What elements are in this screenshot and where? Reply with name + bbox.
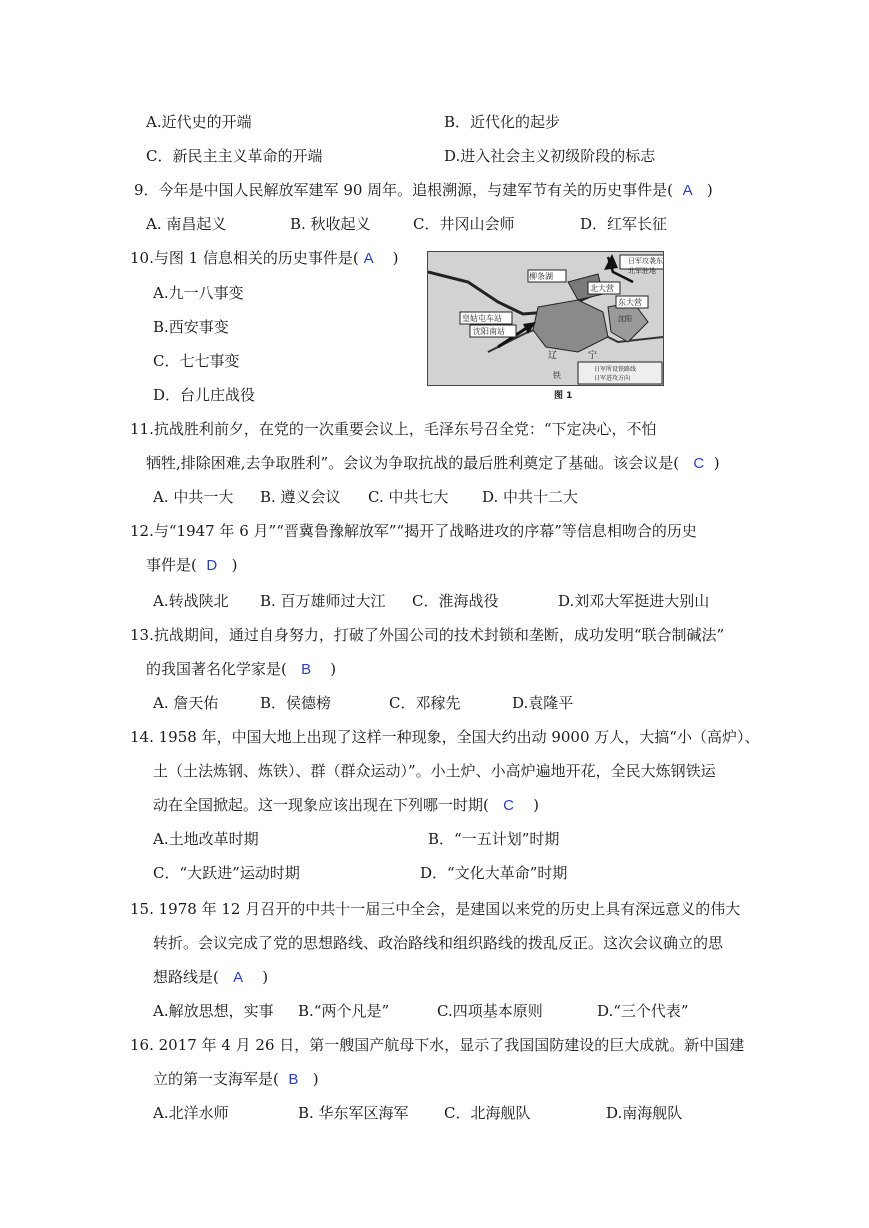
map-legend-item: 日军进攻方向 (594, 375, 631, 382)
option-c: C. 中共七大 (368, 488, 449, 506)
option-d: D.进入社会主义初级阶段的标志 (444, 147, 656, 165)
answer-15: A (233, 969, 244, 986)
option-d: D．红军长征 (580, 215, 668, 233)
option-a: A.九一八事变 (153, 284, 244, 302)
option-c: C．“大跃进”运动时期 (153, 864, 300, 882)
question-11-stem-cont: 牺牲,排除困难,去争取胜利”。会议为争取抗战的最后胜利奠定了基础。该会议是( C ) (146, 454, 720, 472)
map-label: 东大营 (618, 298, 642, 307)
question-15-stem-cont: 转折。会议完成了党的思想路线、政治路线和组织路线的拨乱反正。这次会议确立的思 (153, 934, 724, 952)
answer-14: C (503, 797, 515, 814)
map-label: 铁 (553, 371, 561, 380)
option-c: C．七七事变 (153, 352, 240, 370)
answer-13: B (301, 661, 312, 678)
option-a: A.解放思想，实事 (153, 1002, 274, 1020)
option-d: D.刘邓大军挺进大别山 (558, 592, 710, 610)
map-legend-title: 日军攻袭东北军驻地 (628, 257, 663, 275)
map-label: 沈阳南站 (473, 327, 505, 336)
option-a: A. 南昌起义 (146, 215, 227, 233)
option-b: B.“两个凡是” (298, 1002, 390, 1020)
question-9-stem: 9．今年是中国人民解放军建军 90 周年。追根溯源，与建军节有关的历史事件是( A ) (134, 181, 713, 199)
option-b: B. 秋收起义 (290, 215, 371, 233)
option-a: A. 中共一大 (153, 488, 234, 506)
option-b: B．“一五计划”时期 (428, 830, 560, 848)
option-a: A.转战陕北 (153, 592, 229, 610)
option-c: C.四项基本原则 (437, 1002, 543, 1020)
option-b: B. 遵义会议 (260, 488, 341, 506)
map-label: 宁 (588, 351, 598, 361)
option-a: A.北洋水师 (153, 1104, 229, 1122)
option-b: B. 百万雄师过大江 (260, 592, 386, 610)
option-d: D.南海舰队 (606, 1104, 683, 1122)
option-d: D．“文化大革命”时期 (420, 864, 568, 882)
option-b: B. 华东军区海军 (298, 1104, 409, 1122)
figure-caption: 图 1 (554, 391, 573, 401)
answer-16: B (288, 1071, 299, 1088)
question-14-stem-cont: 土（土法炼钢、炼铁）、群（群众运动）”。小土炉、小高炉遍地开花，全民大炼钢铁运 (153, 762, 716, 780)
question-13-stem-cont: 的我国著名化学家是( B ) (146, 660, 337, 678)
map-label: 柳条湖 (529, 272, 553, 281)
map-label: 沈阳 (618, 315, 632, 323)
option-d: D．台儿庄战役 (153, 386, 256, 404)
option-c: C．新民主主义革命的开端 (146, 147, 323, 165)
question-16-stem-cont: 立的第一支海军是( B ) (153, 1070, 319, 1088)
option-d: D.“三个代表” (597, 1002, 689, 1020)
option-c: C．邓稼先 (389, 694, 461, 712)
option-c: C．井冈山会师 (413, 215, 515, 233)
option-c: C．北海舰队 (444, 1104, 531, 1122)
option-c: C．淮海战役 (412, 592, 499, 610)
map-label: 皇姑屯车站 (462, 314, 502, 323)
answer-11: C (693, 455, 705, 472)
answer-9: A (682, 182, 693, 199)
option-b: B．近代化的起步 (444, 113, 561, 131)
question-10-stem: 10.与图 1 信息相关的历史事件是( A ) (130, 249, 399, 267)
option-d: D. 中共十二大 (482, 488, 579, 506)
question-16-stem: 16. 2017 年 4 月 26 日，第一艘国产航母下水，显示了我国国防建设的巨大成就。新中国建 (130, 1036, 745, 1054)
option-d: D.袁隆平 (512, 694, 574, 712)
question-12-stem-cont: 事件是( D ) (146, 556, 238, 574)
option-a: A.近代史的开端 (146, 113, 252, 131)
option-b: B．侯德榜 (260, 694, 332, 712)
figure-1-map (427, 251, 664, 386)
question-14-stem-cont: 动在全国掀起。这一现象应该出现在下列哪一时期( C ) (153, 796, 539, 814)
question-11-stem: 11.抗战胜利前夕，在党的一次重要会议上，毛泽东号召全党：“下定决心，不怕 (130, 420, 657, 438)
question-15-stem-cont: 想路线是( A ) (153, 968, 269, 986)
question-12-stem: 12.与“1947 年 6 月”“晋冀鲁豫解放军”“揭开了战略进攻的序幕”等信息相吻合的历史 (130, 522, 697, 540)
map-legend-item: 日军所设铁路线 (594, 366, 637, 373)
answer-10: A (363, 250, 374, 267)
question-13-stem: 13.抗战期间，通过自身努力，打破了外国公司的技术封锁和垄断，成功发明“联合制碱法” (130, 626, 725, 644)
map-label: 北大营 (590, 284, 614, 293)
option-a: A. 詹天佑 (153, 694, 219, 712)
answer-12: D (206, 557, 218, 574)
option-a: A.土地改革时期 (153, 830, 259, 848)
option-b: B.西安事变 (153, 318, 229, 336)
question-15-stem: 15. 1978 年 12 月召开的中共十一届三中全会，是建国以来党的历史上具有深远意义的伟大 (130, 900, 741, 918)
question-14-stem: 14. 1958 年，中国大地上出现了这样一种现象，全国大约出动 9000 万人，大搞“小（高炉）、 (130, 728, 760, 746)
map-label: 辽 (548, 351, 558, 361)
